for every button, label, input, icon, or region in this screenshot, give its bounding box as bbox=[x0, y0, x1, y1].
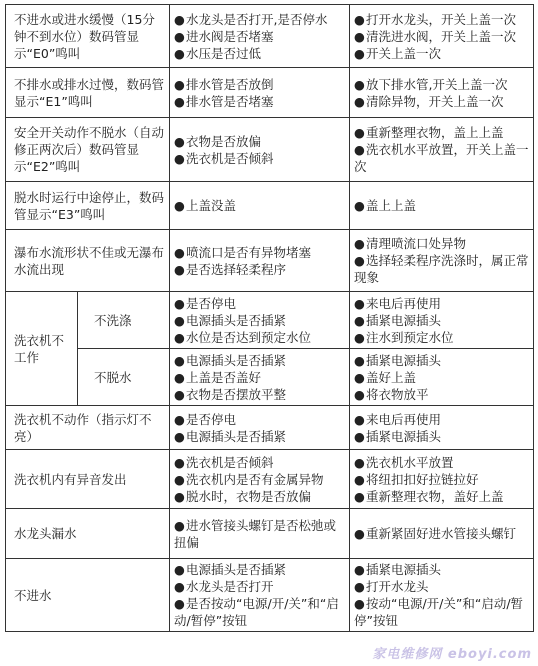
table-row bbox=[6, 182, 534, 230]
fix-cell: ●插紧电源插头 ●盖好上盖 ●将衣物放平 bbox=[350, 349, 534, 406]
fault-cell: 安全开关动作不脱水（自动修正两次后）数码管显示“E2”鸣叫 bbox=[6, 118, 170, 182]
fault-cell: 洗衣机不动作（指示灯不亮） bbox=[6, 406, 170, 450]
cause-cell: ●水龙头是否打开,是否停水 ●进水阀是否堵塞 ●水压是否过低 bbox=[170, 5, 350, 68]
troubleshooting-table bbox=[5, 4, 534, 632]
sub-fault-cell: 不洗涤 bbox=[78, 292, 170, 349]
fault-cell: 不进水或进水缓慢（15分钟不到水位）数码管显示“E0”鸣叫 bbox=[6, 5, 170, 68]
fault-cell: 不排水或排水过慢，数码管显示“E1”鸣叫 bbox=[6, 68, 170, 118]
fault-cell: 不进水 bbox=[6, 559, 170, 632]
fault-cell: 洗衣机不工作 bbox=[6, 292, 78, 406]
fix-cell: ●打开水龙头，开关上盖一次 ●清洗进水阀，开关上盖一次 ●开关上盖一次 bbox=[350, 5, 534, 68]
cause-cell: ●进水管接头螺钉是否松弛或扭偏 bbox=[170, 509, 350, 559]
table-row bbox=[6, 406, 534, 450]
table-row bbox=[6, 509, 534, 559]
fix-cell: ●清理喷流口处异物 ●选择轻柔程序洗涤时，属正常现象 bbox=[350, 230, 534, 292]
cause-cell: ●排水管是否放倒 ●排水管是否堵塞 bbox=[170, 68, 350, 118]
table-row bbox=[6, 68, 534, 118]
cause-cell: ●电源插头是否插紧 ●水龙头是否打开 ●是否按动“电源/开/关”和“启动/暂停”按钮 bbox=[170, 559, 350, 632]
table-row bbox=[6, 118, 534, 182]
table-row bbox=[6, 5, 534, 68]
cause-cell: ●喷流口是否有异物堵塞 ●是否选择轻柔程序 bbox=[170, 230, 350, 292]
fix-cell: ●重新整理衣物，盖上上盖 ●洗衣机水平放置，开关上盖一次 bbox=[350, 118, 534, 182]
fix-cell: ●放下排水管,开关上盖一次 ●清除异物，开关上盖一次 bbox=[350, 68, 534, 118]
table-row bbox=[6, 559, 534, 632]
fix-cell: ●洗衣机水平放置 ●将纽扣扣好拉链拉好 ●重新整理衣物，盖好上盖 bbox=[350, 450, 534, 509]
fault-cell: 瀑布水流形状不佳或无瀑布水流出现 bbox=[6, 230, 170, 292]
cause-cell: ●衣物是否放偏 ●洗衣机是否倾斜 bbox=[170, 118, 350, 182]
fault-cell: 脱水时运行中途停止，数码管显示“E3”鸣叫 bbox=[6, 182, 170, 230]
fix-cell: ●插紧电源插头 ●打开水龙头 ●按动“电源/开/关”和“启动/暂停”按钮 bbox=[350, 559, 534, 632]
table-row bbox=[6, 349, 534, 406]
sub-fault-cell: 不脱水 bbox=[78, 349, 170, 406]
fault-cell: 水龙头漏水 bbox=[6, 509, 170, 559]
cause-cell: ●上盖没盖 bbox=[170, 182, 350, 230]
table-row bbox=[6, 230, 534, 292]
fix-cell: ●盖上上盖 bbox=[350, 182, 534, 230]
fix-cell: ●来电后再使用 ●插紧电源插头 bbox=[350, 406, 534, 450]
fault-cell: 洗衣机内有异音发出 bbox=[6, 450, 170, 509]
cause-cell: ●电源插头是否插紧 ●上盖是否盖好 ●衣物是否摆放平整 bbox=[170, 349, 350, 406]
cause-cell: ●洗衣机是否倾斜 ●洗衣机内是否有金属异物 ●脱水时，衣物是否放偏 bbox=[170, 450, 350, 509]
cause-cell: ●是否停电 ●电源插头是否插紧 bbox=[170, 406, 350, 450]
fix-cell: ●来电后再使用 ●插紧电源插头 ●注水到预定水位 bbox=[350, 292, 534, 349]
table-row bbox=[6, 292, 534, 349]
cause-cell: ●是否停电 ●电源插头是否插紧 ●水位是否达到预定水位 bbox=[170, 292, 350, 349]
fix-cell: ●重新紧固好进水管接头螺钉 bbox=[350, 509, 534, 559]
table-row bbox=[6, 450, 534, 509]
watermark: 家电维修网 eboyi.com bbox=[372, 647, 532, 662]
